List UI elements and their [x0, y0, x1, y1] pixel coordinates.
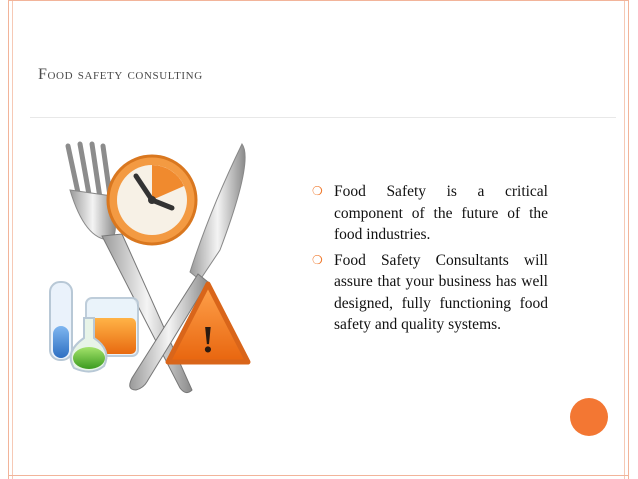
list-item	[312, 250, 548, 336]
bullet-list	[312, 181, 548, 340]
decorative-rule-bottom	[8, 475, 628, 476]
list-item	[312, 181, 548, 246]
clock-icon	[108, 156, 196, 244]
warning-symbol: !	[201, 319, 215, 361]
title-divider	[30, 117, 616, 118]
decorative-rule-top	[8, 0, 628, 1]
bullet-marker-icon: ❍	[312, 184, 323, 198]
decorative-rule-left	[8, 0, 9, 479]
decorative-rule-right	[628, 0, 629, 479]
slide-title: Food safety consulting	[38, 66, 203, 83]
bullet-text: Food Safety Consultants will assure that your business has well designed, fully functioning food safety and quality systems.	[334, 251, 548, 333]
food-safety-illustration	[40, 140, 280, 400]
test-tube-icon	[50, 282, 72, 360]
decorative-rule-right-inner	[624, 0, 625, 479]
decorative-circle	[570, 398, 608, 436]
bullet-text: Food Safety is a critical component of the future of the food industries.	[334, 183, 548, 243]
decorative-rule-left-inner	[12, 0, 13, 479]
bullet-marker-icon: ❍	[312, 252, 323, 267]
